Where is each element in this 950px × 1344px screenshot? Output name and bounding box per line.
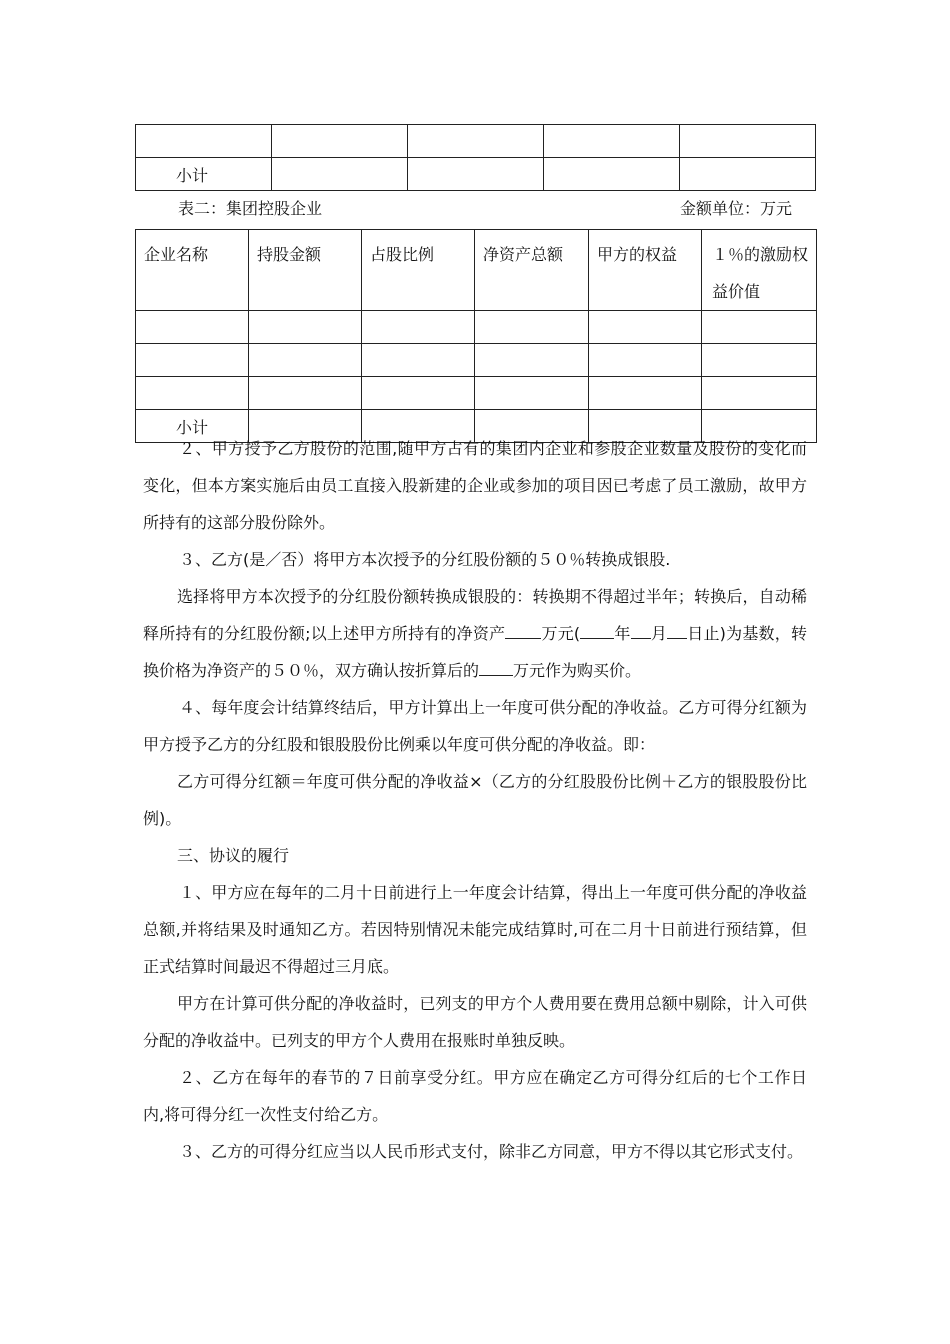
table-cell xyxy=(272,125,408,158)
table-row xyxy=(136,377,817,410)
table-cell xyxy=(272,158,408,191)
column-header: 持股金额 xyxy=(249,230,362,311)
paragraph-formula: 乙方可得分红额＝年度可供分配的净收益×（乙方的分红股股份比例＋乙方的银股股份比例)。 xyxy=(143,772,807,828)
table-2 xyxy=(135,229,817,443)
paragraph-conversion-choice: ３、乙方(是／否）将甲方本次授予的分红股份额的５０％转换成银股. xyxy=(179,550,671,569)
section-heading: 三、协议的履行 xyxy=(177,846,290,865)
table-cell xyxy=(136,311,249,344)
text-segment: 万元作为购买价。 xyxy=(513,661,642,680)
paragraph-payment-date: ２、乙方在每年的春节的７日前享受分红。甲方应在确定乙方可得分红后的七个工作日内,将可得分红一次性支付给乙方。 xyxy=(143,1068,807,1124)
table-cell xyxy=(249,377,362,410)
table-row xyxy=(136,344,817,377)
text-segment: 日止)为基数，转换价格为净资产的５０％，双方确认按折算后的 xyxy=(143,624,807,680)
fill-blank[interactable] xyxy=(479,657,513,676)
paragraph-expenses: 甲方在计算可供分配的净收益时，已列支的甲方个人费用要在费用总额中剔除，计入可供分配的净收益中。已列支的甲方个人费用在报账时单独反映。 xyxy=(143,994,807,1050)
column-header: 净资产总额 xyxy=(475,230,589,311)
text-segment: 月 xyxy=(650,624,668,643)
subtotal-label: 小计 xyxy=(136,410,249,443)
table-cell xyxy=(702,344,817,377)
table-cell xyxy=(544,125,680,158)
table-cell xyxy=(589,344,702,377)
table-cell xyxy=(702,311,817,344)
fill-blank[interactable] xyxy=(505,620,541,639)
column-header: １％的激励权益价值 xyxy=(702,230,817,311)
table-cell xyxy=(475,377,589,410)
column-header: 企业名称 xyxy=(136,230,249,311)
table-cell xyxy=(136,377,249,410)
table-row xyxy=(136,125,816,158)
table-cell xyxy=(475,311,589,344)
table-cell xyxy=(136,344,249,377)
table-2-unit: 金额单位：万元 xyxy=(680,199,793,218)
table-row xyxy=(136,158,816,191)
table-header-row xyxy=(136,230,817,311)
subtotal-label: 小计 xyxy=(136,158,272,191)
table-2-caption: 表二：集团控股企业 xyxy=(178,199,323,218)
table-cell xyxy=(249,344,362,377)
paragraph-conversion-terms xyxy=(143,578,807,689)
column-header: 占股比例 xyxy=(362,230,475,311)
table-cell xyxy=(408,158,544,191)
text-segment: 年 xyxy=(614,624,631,643)
table-cell xyxy=(544,158,680,191)
table-cell xyxy=(475,344,589,377)
text-segment: 选择将甲方本次授予的分红股份额转换成银股的：转换期不得超过半年；转换后，自动稀释所持有的分红股份额;以上述甲方所持有的净资产 xyxy=(143,587,807,643)
table-cell xyxy=(362,311,475,344)
table-cell xyxy=(702,377,817,410)
paragraph-dividend-calc: ４、每年度会计结算终结后，甲方计算出上一年度可供分配的净收益。乙方可得分红额为甲方授予乙方的分红股和银股股份比例乘以年度可供分配的净收益。即： xyxy=(143,698,807,754)
table-cell xyxy=(362,344,475,377)
text-segment: 万元( xyxy=(541,624,581,643)
fill-blank[interactable] xyxy=(580,620,614,639)
fill-blank[interactable] xyxy=(667,620,687,639)
table-cell xyxy=(589,377,702,410)
table-row xyxy=(136,311,817,344)
paragraph-settlement: １、甲方应在每年的二月十日前进行上一年度会计结算，得出上一年度可供分配的净收益总额,并将结果及时通知乙方。若因特别情况未能完成结算时,可在二月十日前进行预结算，但正式结算时间最迟不得超过三月底。 xyxy=(143,883,807,976)
table-cell xyxy=(362,377,475,410)
paragraph-payment-form: ３、乙方的可得分红应当以人民币形式支付，除非乙方同意，甲方不得以其它形式支付。 xyxy=(179,1142,804,1161)
fill-blank[interactable] xyxy=(631,620,651,639)
table-cell xyxy=(249,311,362,344)
table-cell xyxy=(680,158,816,191)
table-cell xyxy=(408,125,544,158)
paragraph-scope: ２、甲方授予乙方股份的范围,随甲方占有的集团内企业和参股企业数量及股份的变化而变化，但本方案实施后由员工直接入股新建的企业或参加的项目因已考虑了员工激励，故甲方所持有的这部分股份除外。 xyxy=(143,439,807,532)
table-1 xyxy=(135,124,816,191)
column-header: 甲方的权益 xyxy=(589,230,702,311)
table-cell xyxy=(589,311,702,344)
table-cell xyxy=(136,125,272,158)
table-cell xyxy=(680,125,816,158)
